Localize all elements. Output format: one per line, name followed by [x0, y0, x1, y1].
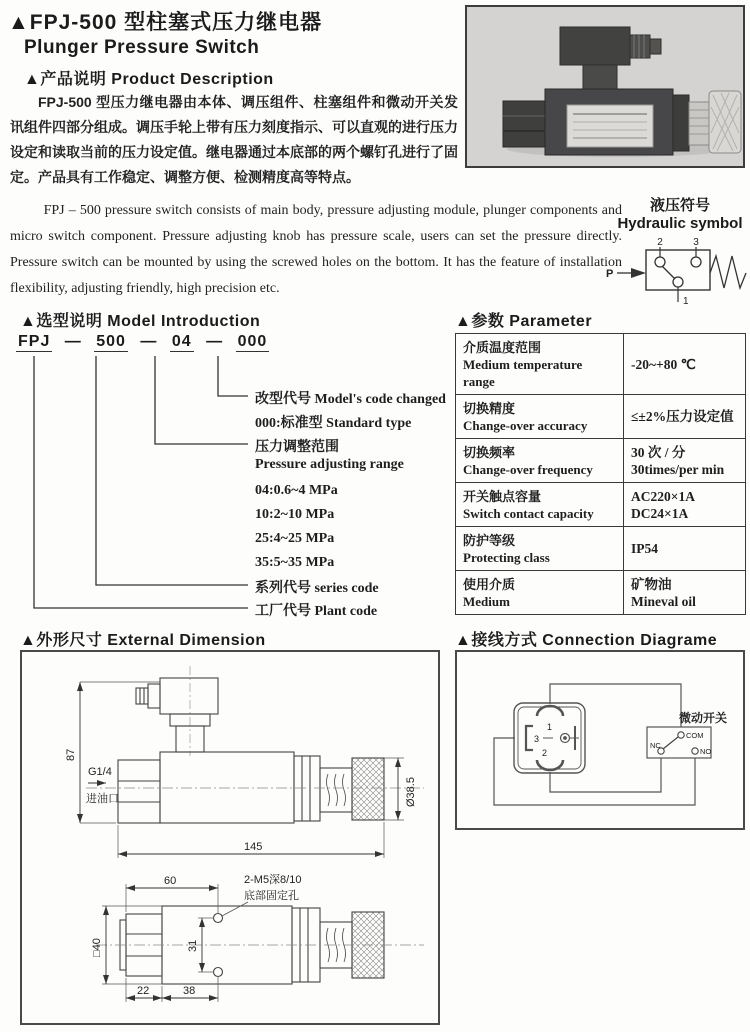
param-value: AC220×1A — [631, 488, 695, 504]
connector-terminal-1-label: 1 — [547, 722, 553, 732]
micro-switch-com-label: COM — [686, 731, 704, 740]
model-code-type: 000 — [237, 333, 268, 350]
section-heading-model-introduction: ▲选型说明 Model Introduction — [20, 313, 261, 330]
table-row — [456, 483, 746, 527]
hydraulic-port-3-label: 3 — [693, 237, 699, 248]
dim-31-label: 31 — [187, 939, 199, 952]
model-code-dash-3: — — [206, 333, 224, 350]
section-heading-external-dimension: ▲外形尺寸 External Dimension — [20, 632, 266, 649]
table-row — [456, 334, 746, 395]
param-name-cn: 开关触点容量 — [463, 488, 542, 504]
param-name-en: Protecting class — [463, 549, 550, 565]
product-photo-illustration — [467, 7, 743, 166]
hydraulic-symbol-title-en: Hydraulic symbol — [617, 215, 743, 232]
param-name-cn: 切换精度 — [463, 400, 516, 416]
micro-switch-nc-label: NC — [650, 741, 661, 750]
dim-38-label: 38 — [183, 985, 196, 997]
param-name-en: Change-over frequency — [463, 461, 593, 477]
micro-switch-label: 微动开关 — [679, 711, 728, 725]
dim-87-label: 87 — [65, 748, 77, 761]
hydraulic-symbol-title-cn: 液压符号 — [649, 197, 710, 214]
param-value: ≤±2%压力设定值 — [631, 409, 734, 425]
model-code-dash-1: — — [64, 333, 82, 350]
external-dimension-drawing — [22, 652, 438, 1023]
dim-knob-diameter-label: Ø38.5 — [405, 777, 417, 807]
connector-terminal-3-label: 3 — [534, 734, 540, 744]
section-heading-parameter: ▲参数 Parameter — [455, 313, 593, 330]
hydraulic-symbol-diagram — [604, 236, 750, 308]
model-code-plant: FPJ — [18, 333, 51, 350]
dim-22-label: 22 — [137, 985, 150, 997]
table-row — [456, 527, 746, 571]
param-name-cn: 切换频率 — [463, 444, 516, 460]
dim-60-label: 60 — [164, 875, 177, 887]
table-row — [456, 571, 746, 615]
param-name-cn: 介质温度范围 — [463, 339, 542, 355]
param-value: 30 次 / 分 — [631, 444, 686, 460]
model-label-series-code: 系列代号 series code — [255, 581, 379, 596]
connection-diagram-drawing — [457, 652, 743, 828]
model-label-range-10: 10:2~10 MPa — [255, 507, 335, 522]
micro-switch-no-label: NO — [700, 747, 712, 756]
model-label-range-35: 35:5~35 MPa — [255, 555, 335, 570]
dim-port-thread-label: G1/4 — [88, 766, 112, 778]
table-row — [456, 395, 746, 439]
dim-145-label: 145 — [244, 841, 263, 853]
product-photo — [465, 5, 745, 168]
hydraulic-port-1-label: 1 — [683, 296, 689, 307]
hydraulic-port-2-label: 2 — [657, 237, 663, 248]
param-name-en: Medium — [463, 593, 510, 609]
model-label-range-en: Pressure adjusting range — [255, 457, 404, 472]
param-value: -20~+80 ℃ — [631, 356, 696, 372]
model-label-code-changed: 改型代号 Model's code changed — [255, 392, 446, 407]
param-value: 矿物油 — [631, 576, 672, 592]
model-label-plant-code: 工厂代号 Plant code — [255, 604, 378, 619]
page-title-en: Plunger Pressure Switch — [24, 37, 260, 58]
param-name-cn: 防护等级 — [463, 532, 516, 548]
dim-holes-note-2: 底部固定孔 — [244, 890, 299, 902]
description-paragraph-cn: FPJ-500 型压力继电器由本体、调压组件、柱塞组件和微动开关发讯组件四部分组成。调压手轮上带有压力刻度指示、可以直观的进行压力设定和读取当前的压力设定值。继电器通过本底部的两个螺钉孔进行了固定。产品具有工作稳定、调整方便、检测精度高等特点。 — [10, 94, 458, 185]
param-value-2: Mineval oil — [631, 593, 696, 609]
param-name-cn: 使用介质 — [463, 576, 516, 592]
param-name-en: Medium temperature range — [463, 356, 583, 389]
connection-diagram-box — [455, 650, 745, 830]
parameter-table — [455, 333, 746, 615]
param-name-en: Change-over accuracy — [463, 417, 588, 433]
model-label-range-cn: 压力调整范围 — [255, 440, 339, 455]
param-value: IP54 — [631, 541, 658, 557]
connector-terminal-2-label: 2 — [542, 748, 548, 758]
model-label-standard-type: 000:标准型 Standard type — [255, 416, 412, 431]
dim-holes-note-1: 2-M5深8/10 — [244, 874, 302, 886]
model-code-range: 04 — [171, 333, 192, 350]
model-label-range-04: 04:0.6~4 MPa — [255, 483, 338, 498]
param-value-2: DC24×1A — [631, 505, 689, 521]
page-title-cn: ▲FPJ-500 型柱塞式压力继电器 — [8, 11, 323, 34]
param-name-en: Switch contact capacity — [463, 505, 594, 521]
model-label-range-25: 25:4~25 MPa — [255, 531, 335, 546]
param-value-2: 30times/per min — [631, 461, 725, 477]
table-row — [456, 439, 746, 483]
external-dimension-box — [20, 650, 440, 1025]
section-heading-product-description: ▲产品说明 Product Description — [24, 71, 274, 88]
description-paragraph-en: FPJ – 500 pressure switch consists of main body, pressure adjusting module, plunger components and micro switch component. Pressure adjusting knob has pressure scale, users can set the pressure directly. Pressure switch can be mounted by using the screwed holes on the bottom. It has the feature of installation flexibility, adjusting friendly, high precision etc. — [10, 203, 622, 296]
dim-port-name-label: 进油口 — [86, 793, 119, 805]
section-heading-connection: ▲接线方式 Connection Diagrame — [455, 632, 718, 649]
model-code-row — [16, 333, 269, 351]
hydraulic-port-p-label: P — [606, 268, 614, 280]
model-code-series: 500 — [96, 333, 126, 350]
model-code-dash-2: — — [140, 333, 158, 350]
dim-square40-label: □40 — [91, 938, 103, 957]
